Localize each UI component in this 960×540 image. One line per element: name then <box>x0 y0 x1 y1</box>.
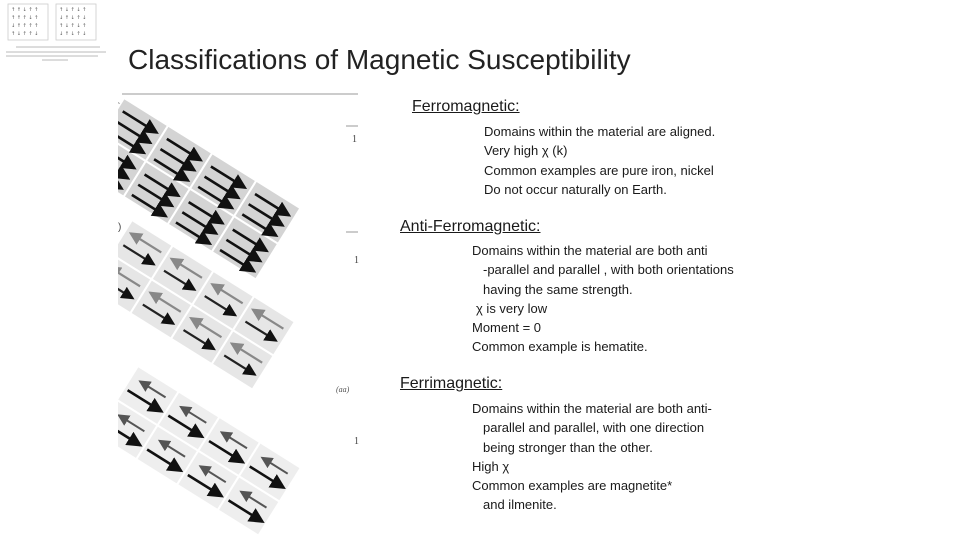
figure-side-label: 1 <box>352 134 357 145</box>
svg-text:): ) <box>118 222 122 233</box>
description-line: Common example is hematite. <box>472 339 648 355</box>
description-line: Do not occur naturally on Earth. <box>484 181 667 197</box>
ferrimagnetic-heading: Ferrimagnetic: <box>400 375 503 392</box>
anti-ferromagnetic-heading: Anti-Ferromagnetic: <box>400 218 541 235</box>
domain-arrows-figure <box>118 92 360 538</box>
description-line: -parallel and parallel , with both orientations <box>483 262 734 278</box>
description-line: Common examples are pure iron, nickel <box>484 162 714 178</box>
description-line: being stronger than the other. <box>483 439 653 455</box>
ferrimagnetic-description <box>472 399 712 515</box>
description-line: Moment = 0 <box>472 320 542 336</box>
ferromagnetic-heading: Ferromagnetic: <box>412 98 520 115</box>
svg-text:↑ ↓ ↑ ↑ ↓: ↑ ↓ ↑ ↑ ↓ <box>11 31 39 37</box>
description-line: Common examples are magnetite* <box>472 478 673 494</box>
svg-text:↓ ↑ ↑ ↑ ↑: ↓ ↑ ↑ ↑ ↑ <box>11 23 39 29</box>
description-line: High χ <box>472 458 510 474</box>
svg-text:↑ ↓ ↑ ↓ ↑: ↑ ↓ ↑ ↓ ↑ <box>59 7 87 13</box>
svg-text:↑ ↓ ↑ ↓ ↑: ↑ ↓ ↑ ↓ ↑ <box>59 23 87 29</box>
anti-ferromagnetic-description <box>472 241 734 357</box>
description-line: Very high χ (k) <box>484 143 568 159</box>
svg-text:↓ ↑ ↓ ↑ ↓: ↓ ↑ ↓ ↑ ↓ <box>59 15 87 21</box>
description-line: having the same strength. <box>483 281 633 297</box>
svg-text:↑ ↑ ↑ ↓ ↑: ↑ ↑ ↑ ↓ ↑ <box>11 15 39 21</box>
description-line: parallel and parallel, with one direction <box>483 420 705 436</box>
svg-text:↓ ↑ ↓ ↑ ↓: ↓ ↑ ↓ ↑ ↓ <box>59 31 87 37</box>
ferromagnetic-description <box>484 122 715 199</box>
slide-title: Classifications of Magnetic Susceptibility <box>128 44 631 75</box>
description-line: Domains within the material are aligned. <box>484 124 716 139</box>
thumbnail-figure <box>2 2 114 62</box>
description-line: χ is very low <box>476 300 548 316</box>
description-line: Domains within the material are both anti <box>472 243 708 258</box>
description-line: Domains within the material are both anti- <box>472 401 712 416</box>
figure-side-label: 1 <box>354 255 359 266</box>
figure-caption-fragment: (aa) <box>336 385 350 394</box>
description-line: and ilmenite. <box>483 497 557 513</box>
figure-side-label: 1 <box>354 436 359 447</box>
svg-text:↑ ↑ ↓ ↑ ↑: ↑ ↑ ↓ ↑ ↑ <box>11 7 39 13</box>
